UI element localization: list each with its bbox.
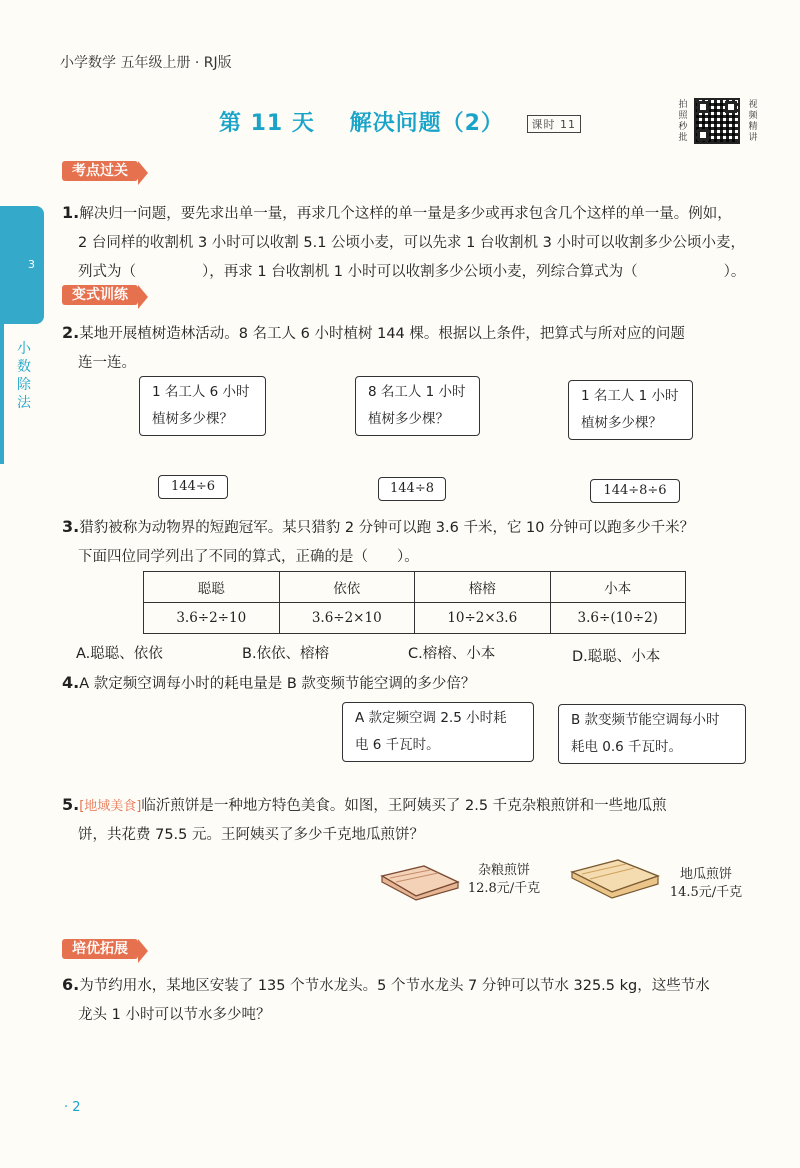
qr-right-label: 视频精讲 — [748, 100, 758, 143]
option-a[interactable]: A.聪聪、依依 — [76, 646, 163, 662]
option-d[interactable]: D.聪聪、小本 — [572, 649, 661, 665]
page-number: · 2 — [64, 1100, 81, 1115]
expr-box-1[interactable]: 144÷6 — [158, 475, 228, 499]
pancake-1-icon — [378, 860, 462, 902]
option-b[interactable]: B.依依、榕榕 — [242, 646, 330, 662]
question-4: 4.A 款定频空调每小时的耗电量是 B 款变频节能空调的多少倍？ — [62, 673, 476, 692]
section-bianshi: 变式训练 — [62, 284, 138, 308]
table-header-cell: 依依 — [279, 572, 415, 603]
section-kaodian: 考点过关 — [62, 160, 138, 184]
question-2: 2.某地开展植树造林活动。8 名工人 6 小时植树 144 棵。根据以上条件，把算式与所对应的问题 连一连。 — [62, 323, 685, 371]
answers-table — [143, 571, 686, 634]
section-peiyou: 培优拓展 — [62, 938, 138, 962]
question-6: 6.为节约用水，某地区安装了 135 个节水龙头。5 个节水龙头 7 分钟可以节水 325.5 kg，这些节水 龙头 1 小时可以节水多少吨？ — [62, 975, 710, 1023]
expr-box-2[interactable]: 144÷8 — [378, 477, 446, 501]
question-1: 1.解决归一问题，要先求出单一量，再求几个这样的单一量是多少或再求包含几个这样的单一量。例如， 2 台同样的收割机 3 小时可以收割 5.1 公顷小麦，可以先求 1 台收割机 3 小时可以收割多少公顷小麦， 列式为（ ），再求 1 台收割机 1 小时可以收割多少公顷小麦，列综合算式为（ ）。 — [62, 203, 746, 280]
table-cell: 3.6÷(10÷2) — [550, 603, 686, 634]
table-header-cell: 聪聪 — [144, 572, 280, 603]
pancake-2-label: 地瓜煎饼 14.5元/千克 — [669, 867, 743, 900]
info-box-a: A 款定频空调 2.5 小时耗 电 6 千瓦时。 — [342, 702, 534, 762]
table-header-cell: 榕榕 — [415, 572, 551, 603]
table-row — [144, 572, 686, 603]
pancake-1-label: 杂粮煎饼 12.8元/千克 — [467, 863, 541, 896]
qr-left-label: 拍照秒批 — [678, 100, 688, 143]
title-day: 第 11 天 — [218, 111, 315, 136]
problem-box-1[interactable]: 1 名工人 6 小时 植树多少棵？ — [139, 376, 266, 436]
region-food-tag: [地域美食] — [79, 799, 142, 814]
option-c[interactable]: C.榕榕、小本 — [408, 646, 496, 662]
table-cell: 3.6÷2÷10 — [144, 603, 280, 634]
table-header-cell: 小本 — [550, 572, 686, 603]
unit-tab — [0, 206, 44, 324]
side-strip — [0, 324, 4, 464]
book-header: 小学数学 五年级上册 · RJ版 — [60, 55, 232, 71]
table-row — [144, 603, 686, 634]
table-cell: 10÷2×3.6 — [415, 603, 551, 634]
expr-box-3[interactable]: 144÷8÷6 — [590, 479, 680, 503]
unit-name: 小数除法 — [17, 341, 31, 411]
lesson-tag: 课时 11 — [527, 115, 582, 133]
problem-box-2[interactable]: 8 名工人 1 小时 植树多少棵？ — [355, 376, 480, 436]
qr-code-icon[interactable] — [694, 98, 740, 144]
question-3: 3.猎豹被称为动物界的短跑冠军。某只猎豹 2 分钟可以跑 3.6 千米，它 10 分钟可以跑多少千米？ 下面四位同学列出了不同的算式，正确的是（ ）。 — [62, 517, 695, 565]
info-box-b: B 款变频节能空调每小时 耗电 0.6 千瓦时。 — [558, 704, 746, 764]
pancake-2-icon — [568, 854, 662, 900]
problem-box-3[interactable]: 1 名工人 1 小时 植树多少棵？ — [568, 380, 693, 440]
unit-number: 3 — [28, 258, 35, 271]
table-cell: 3.6÷2×10 — [279, 603, 415, 634]
question-5: 5.[地域美食]临沂煎饼是一种地方特色美食。如图，王阿姨买了 2.5 千克杂粮煎饼和一些地瓜煎 饼，共花费 75.5 元。王阿姨买了多少千克地瓜煎饼？ — [62, 795, 667, 843]
title-topic: 解决问题（2） — [349, 111, 504, 136]
